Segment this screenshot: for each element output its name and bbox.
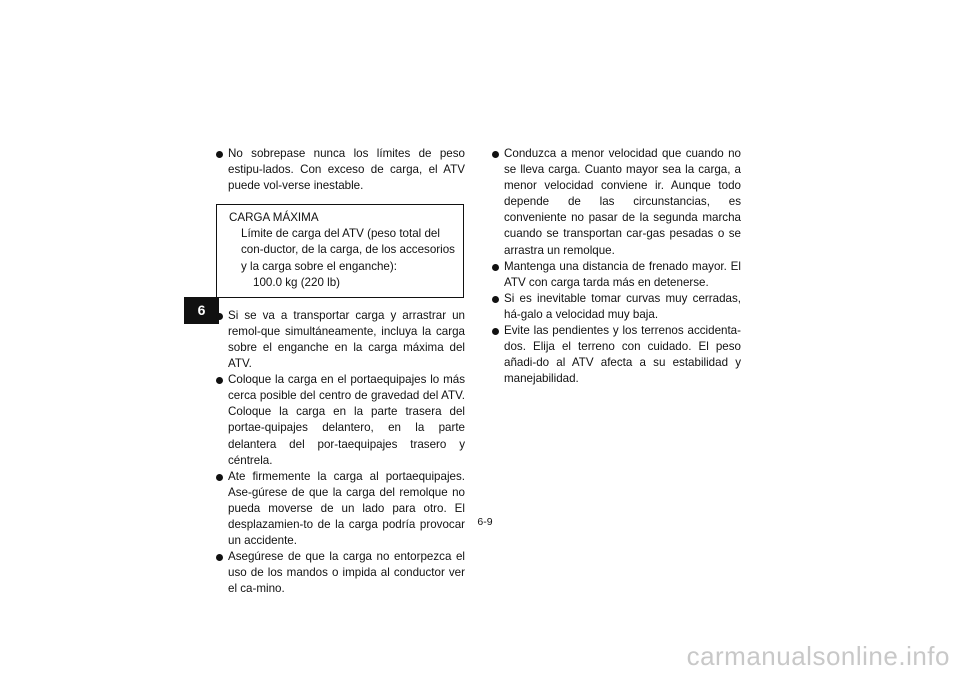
bullet-dot-icon xyxy=(492,151,499,158)
bullet-text: Asegúrese de que la carga no entorpezca el uso de los mandos o impida al conductor ver el ca-mino. xyxy=(228,550,465,596)
spec-title: CARGA MÁXIMA xyxy=(229,211,319,225)
bullet-item xyxy=(492,259,741,291)
bullet-dot-icon xyxy=(492,296,499,303)
watermark-text: carmanualsonline.info xyxy=(686,641,950,671)
left-column xyxy=(216,146,465,597)
bullet-item xyxy=(216,469,465,549)
right-column xyxy=(492,146,741,387)
bullet-text: Ate firmemente la carga al portaequipajes. Ase-gúrese de que la carga del remolque no pueda moverse de un lado para otro. El desplazamien-to de la carga podría provocar un accidente. xyxy=(228,469,465,548)
bullet-dot-icon xyxy=(216,377,223,384)
spec-value: 100.0 kg (220 lb) xyxy=(253,275,341,289)
spec-label: Límite de carga del ATV (peso total del con-ductor, de la carga, de los accesorios y la carga sobre el enganche): xyxy=(241,227,455,273)
bullet-dot-icon xyxy=(492,328,499,335)
chapter-tab: 6 xyxy=(184,297,219,324)
bullet-item xyxy=(216,308,465,372)
bullet-text: Evite las pendientes y los terrenos accidenta-dos. Elija el terreno con cuidado. El peso añadi-do al ATV afecta a su estabilidad y manejabilidad. xyxy=(504,324,741,386)
bullet-item xyxy=(492,146,741,259)
bullet-item xyxy=(216,549,465,597)
bullet-item xyxy=(492,291,741,323)
bullet-dot-icon xyxy=(216,313,223,320)
bullet-item xyxy=(492,323,741,387)
bullet-item xyxy=(216,146,465,194)
bullet-text: Si es inevitable tomar curvas muy cerradas, há-galo a velocidad muy baja. xyxy=(504,291,741,321)
bullet-dot-icon xyxy=(216,554,223,561)
bullet-dot-icon xyxy=(216,151,223,158)
page-number: 6-9 xyxy=(477,516,493,528)
max-load-spec-box xyxy=(216,204,464,297)
bullet-text: Conduzca a menor velocidad que cuando no se lleva carga. Cuanto mayor sea la carga, a menor velocidad conviene ir. Aunque todo depende de las circunstancias, es conveniente no pasar de la segunda marcha cuando se transportan car-gas pesadas o se arrastra un remolque. xyxy=(504,147,741,257)
bullet-text: Coloque la carga en el portaequipajes lo más cerca posible del centro de gravedad del ATV. Coloque la carga en la parte trasera del portae-quipajes delantero, en la parte delantera del por-taequipajes trasero y céntrela. xyxy=(228,373,465,467)
bullet-text: Si se va a transportar carga y arrastrar un remol-que simultáneamente, incluya la carga sobre el enganche en la carga máxima del ATV. xyxy=(228,308,465,371)
bullet-text: No sobrepase nunca los límites de peso estipu-lados. Con exceso de carga, el ATV puede vol-verse inestable. xyxy=(228,147,465,193)
bullet-text: Mantenga una distancia de frenado mayor. El ATV con carga tarda más en detenerse. xyxy=(504,259,741,289)
bullet-item xyxy=(216,372,465,469)
bullet-dot-icon xyxy=(216,474,223,481)
bullet-dot-icon xyxy=(492,264,499,271)
